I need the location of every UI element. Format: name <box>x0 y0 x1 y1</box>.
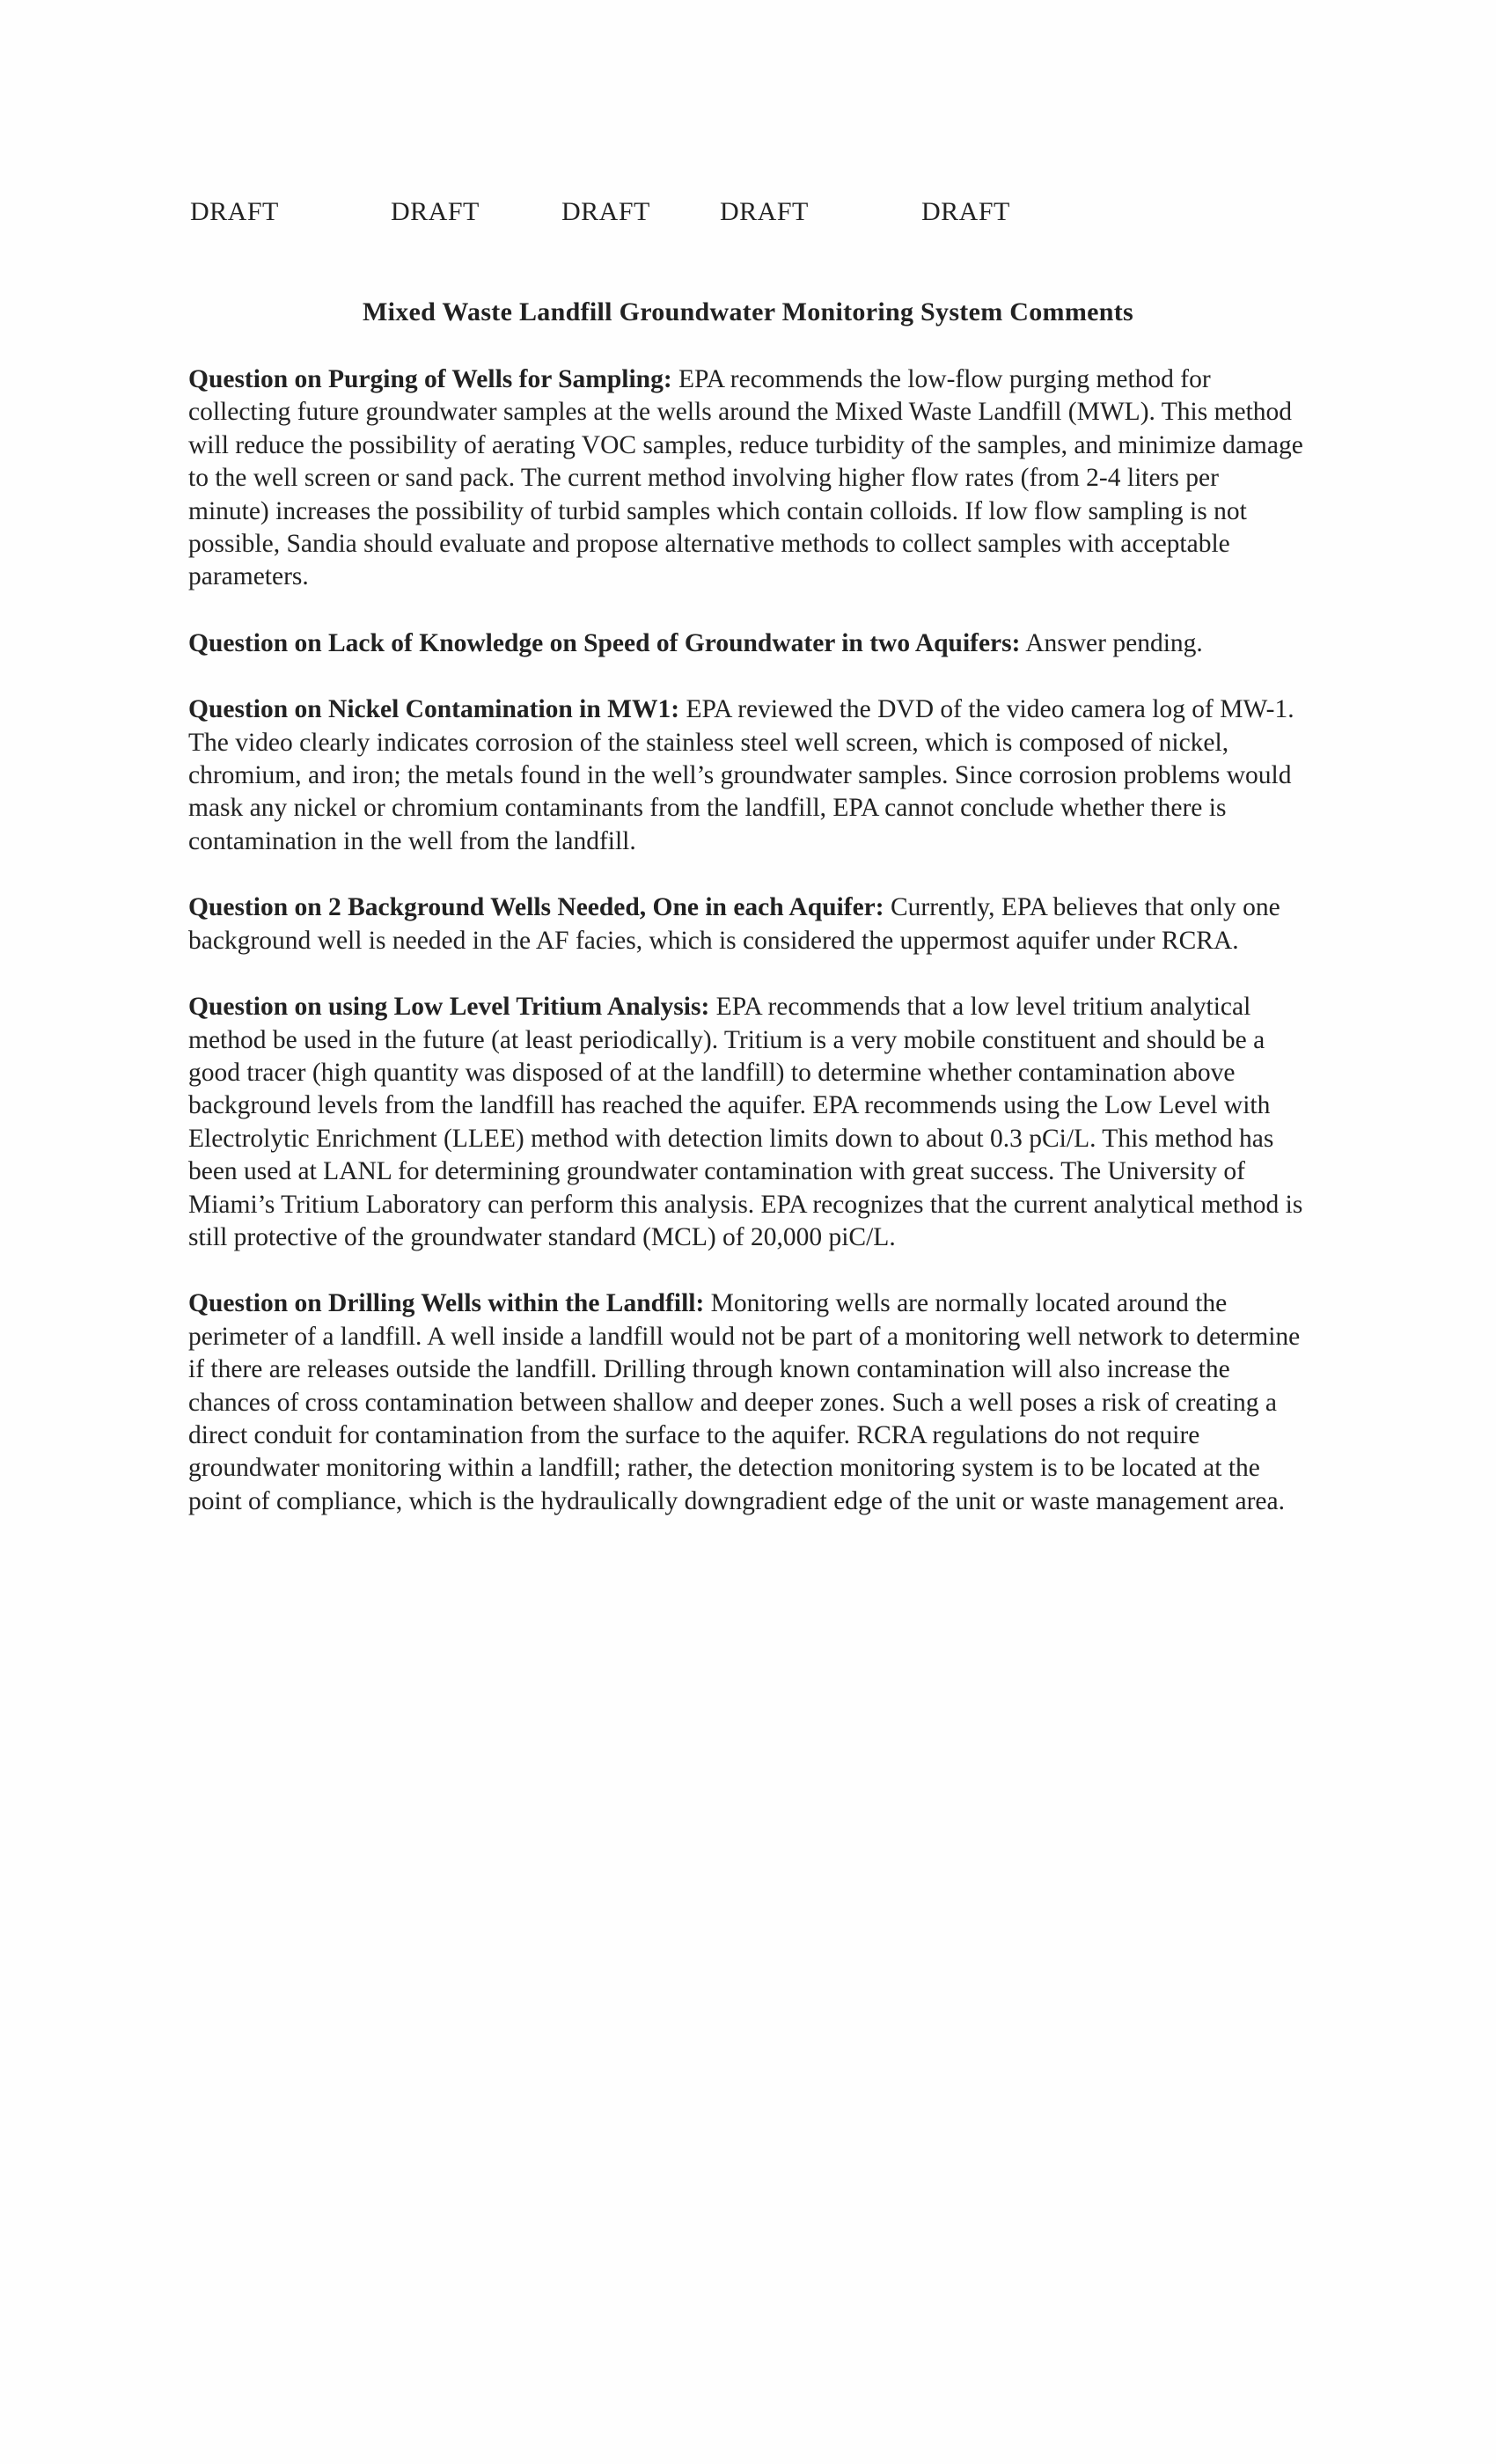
section-tritium-analysis <box>188 991 1306 1254</box>
draft-mark: DRAFT <box>391 197 480 226</box>
section-text: EPA recommends that a low level tritium analytical method be used in the future (at least periodically). Tritium is a very mobile constituent and should be a good tracer (high quantity was disposed of at the landfill) to determine whether contamination above background levels from the landfill has reached the aquifer. EPA recommends using the Low Level with Electrolytic Enrichment (LLEE) method with detection limits down to about 0.3 pCi/L. This method has been used at LANL for determining groundwater contamination with great success. The University of Miami’s Tritium Laboratory can perform this analysis. EPA recognizes that the current analytical method is still protective of the groundwater standard (MCL) of 20,000 piC/L. <box>188 993 1303 1251</box>
section-text: EPA reviewed the DVD of the video camera log of MW-1. The video clearly indicates corrosion of the stainless steel well screen, which is composed of nickel, chromium, and iron; the metals found in the well’s groundwater samples. Since corrosion problems would mask any nickel or chromium contaminants from the landfill, EPA cannot conclude whether there is contamination in the well from the landfill. <box>188 695 1294 855</box>
draft-mark: DRAFT <box>561 197 650 226</box>
draft-mark: DRAFT <box>921 197 1010 226</box>
section-nickel-contamination <box>188 693 1306 858</box>
section-drilling-wells <box>188 1287 1306 1518</box>
section-text: Monitoring wells are normally located around the perimeter of a landfill. A well inside a landfill would not be part of a monitoring well network to determine if there are releases outside the landfill. Drilling through known contamination will also increase the chances of cross contamination between shallow and deeper zones. Such a well poses a risk of creating a direct conduit for contamination from the surface to the aquifer. RCRA regulations do not require groundwater monitoring within a landfill; rather, the detection monitoring system is to be located at the point of compliance, which is the hydraulically downgradient edge of the unit or waste management area. <box>188 1289 1301 1515</box>
section-heading: Question on using Low Level Tritium Analysis: <box>188 993 710 1022</box>
section-background-wells <box>188 891 1306 957</box>
section-text: Currently, EPA believes that only one background well is needed in the AF facies, which is considered the uppermost aquifer under RCRA. <box>188 893 1280 955</box>
draft-watermark-row <box>0 197 1496 241</box>
section-text: Answer pending. <box>1020 628 1203 657</box>
document-body <box>188 363 1306 1551</box>
section-purging-wells <box>188 363 1306 594</box>
draft-mark: DRAFT <box>190 197 279 226</box>
section-heading: Question on 2 Background Wells Needed, One in each Aquifer: <box>188 893 884 922</box>
section-text: EPA recommends the low-flow purging method for collecting future groundwater samples at the wells around the Mixed Waste Landfill (MWL). This method will reduce the possibility of aerating VOC samples, reduce turbidity of the samples, and minimize damage to the well screen or sand pack. The current method involving higher flow rates (from 2-4 liters per minute) increases the possibility of turbid samples which contain colloids. If low flow sampling is not possible, Sandia should evaluate and propose alternative methods to collect samples with acceptable parameters. <box>188 365 1303 591</box>
section-groundwater-speed <box>188 627 1306 660</box>
section-heading: Question on Purging of Wells for Sampling: <box>188 365 672 393</box>
document-title: Mixed Waste Landfill Groundwater Monitoring System Comments <box>362 297 1134 326</box>
section-heading: Question on Lack of Knowledge on Speed of Groundwater in two Aquifers: <box>188 628 1021 657</box>
draft-mark: DRAFT <box>720 197 809 226</box>
section-heading: Question on Drilling Wells within the Landfill: <box>188 1289 705 1318</box>
section-heading: Question on Nickel Contamination in MW1: <box>188 695 680 724</box>
